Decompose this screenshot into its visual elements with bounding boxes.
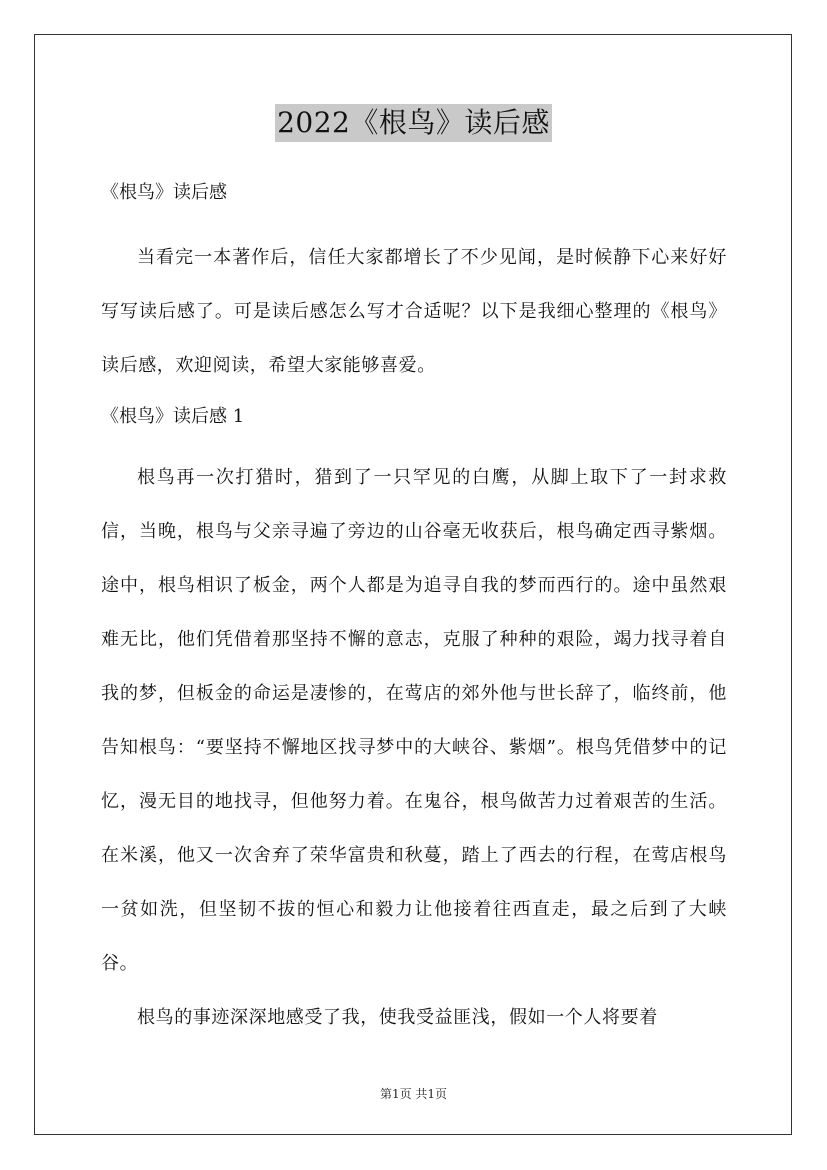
subtitle-heading: 《根鸟》读后感 [101,182,227,203]
page-footer: 第1页 共1页 [379,1087,448,1101]
document-title: 2022《根鸟》读后感 [275,104,552,142]
body-paragraph-1: 根鸟再一次打猎时，猎到了一只罕见的白鹰，从脚上取下了一封求救信，当晚，根鸟与父亲寻遍了旁边的山谷毫无收获后，根鸟确定西寻紫烟。途中，根鸟相识了板金，两个人都是为追寻自我的梦而西行的。途中虽然艰难无比，他们凭借着那坚持不懈的意志，克服了种种的艰险，竭力找寻着自我的梦，但板金的命运是凄惨的，在莺店的郊外他与世长辞了，临终前，他告知根鸟：“要坚持不懈地区找寻梦中的大峡谷、紫烟”。根鸟凭借梦中的记忆，漫无目的地找寻，但他努力着。在鬼谷，根鸟做苦力过着艰苦的生活。在米溪，他又一次舍弃了荣华富贵和秋蔓，踏上了西去的行程，在莺店根鸟一贫如洗，但坚韧不拔的恒心和毅力让他接着往西直走，最之后到了大峡谷。 [101,467,727,974]
document-body [101,177,727,1045]
body-paragraph-2: 根鸟的事迹深深地感受了我，使我受益匪浅，假如一个人将要着 [137,1007,658,1028]
title-wrap [0,104,827,142]
intro-paragraph: 当看完一本著作后，信任大家都增长了不少见闻，是时候静下心来好好写写读后感了。可是读后感怎么写才合适呢？以下是我细心整理的《根鸟》读后感，欢迎阅读，希望大家能够喜爱。 [101,247,727,376]
section-heading: 《根鸟》读后感 1 [101,406,245,427]
